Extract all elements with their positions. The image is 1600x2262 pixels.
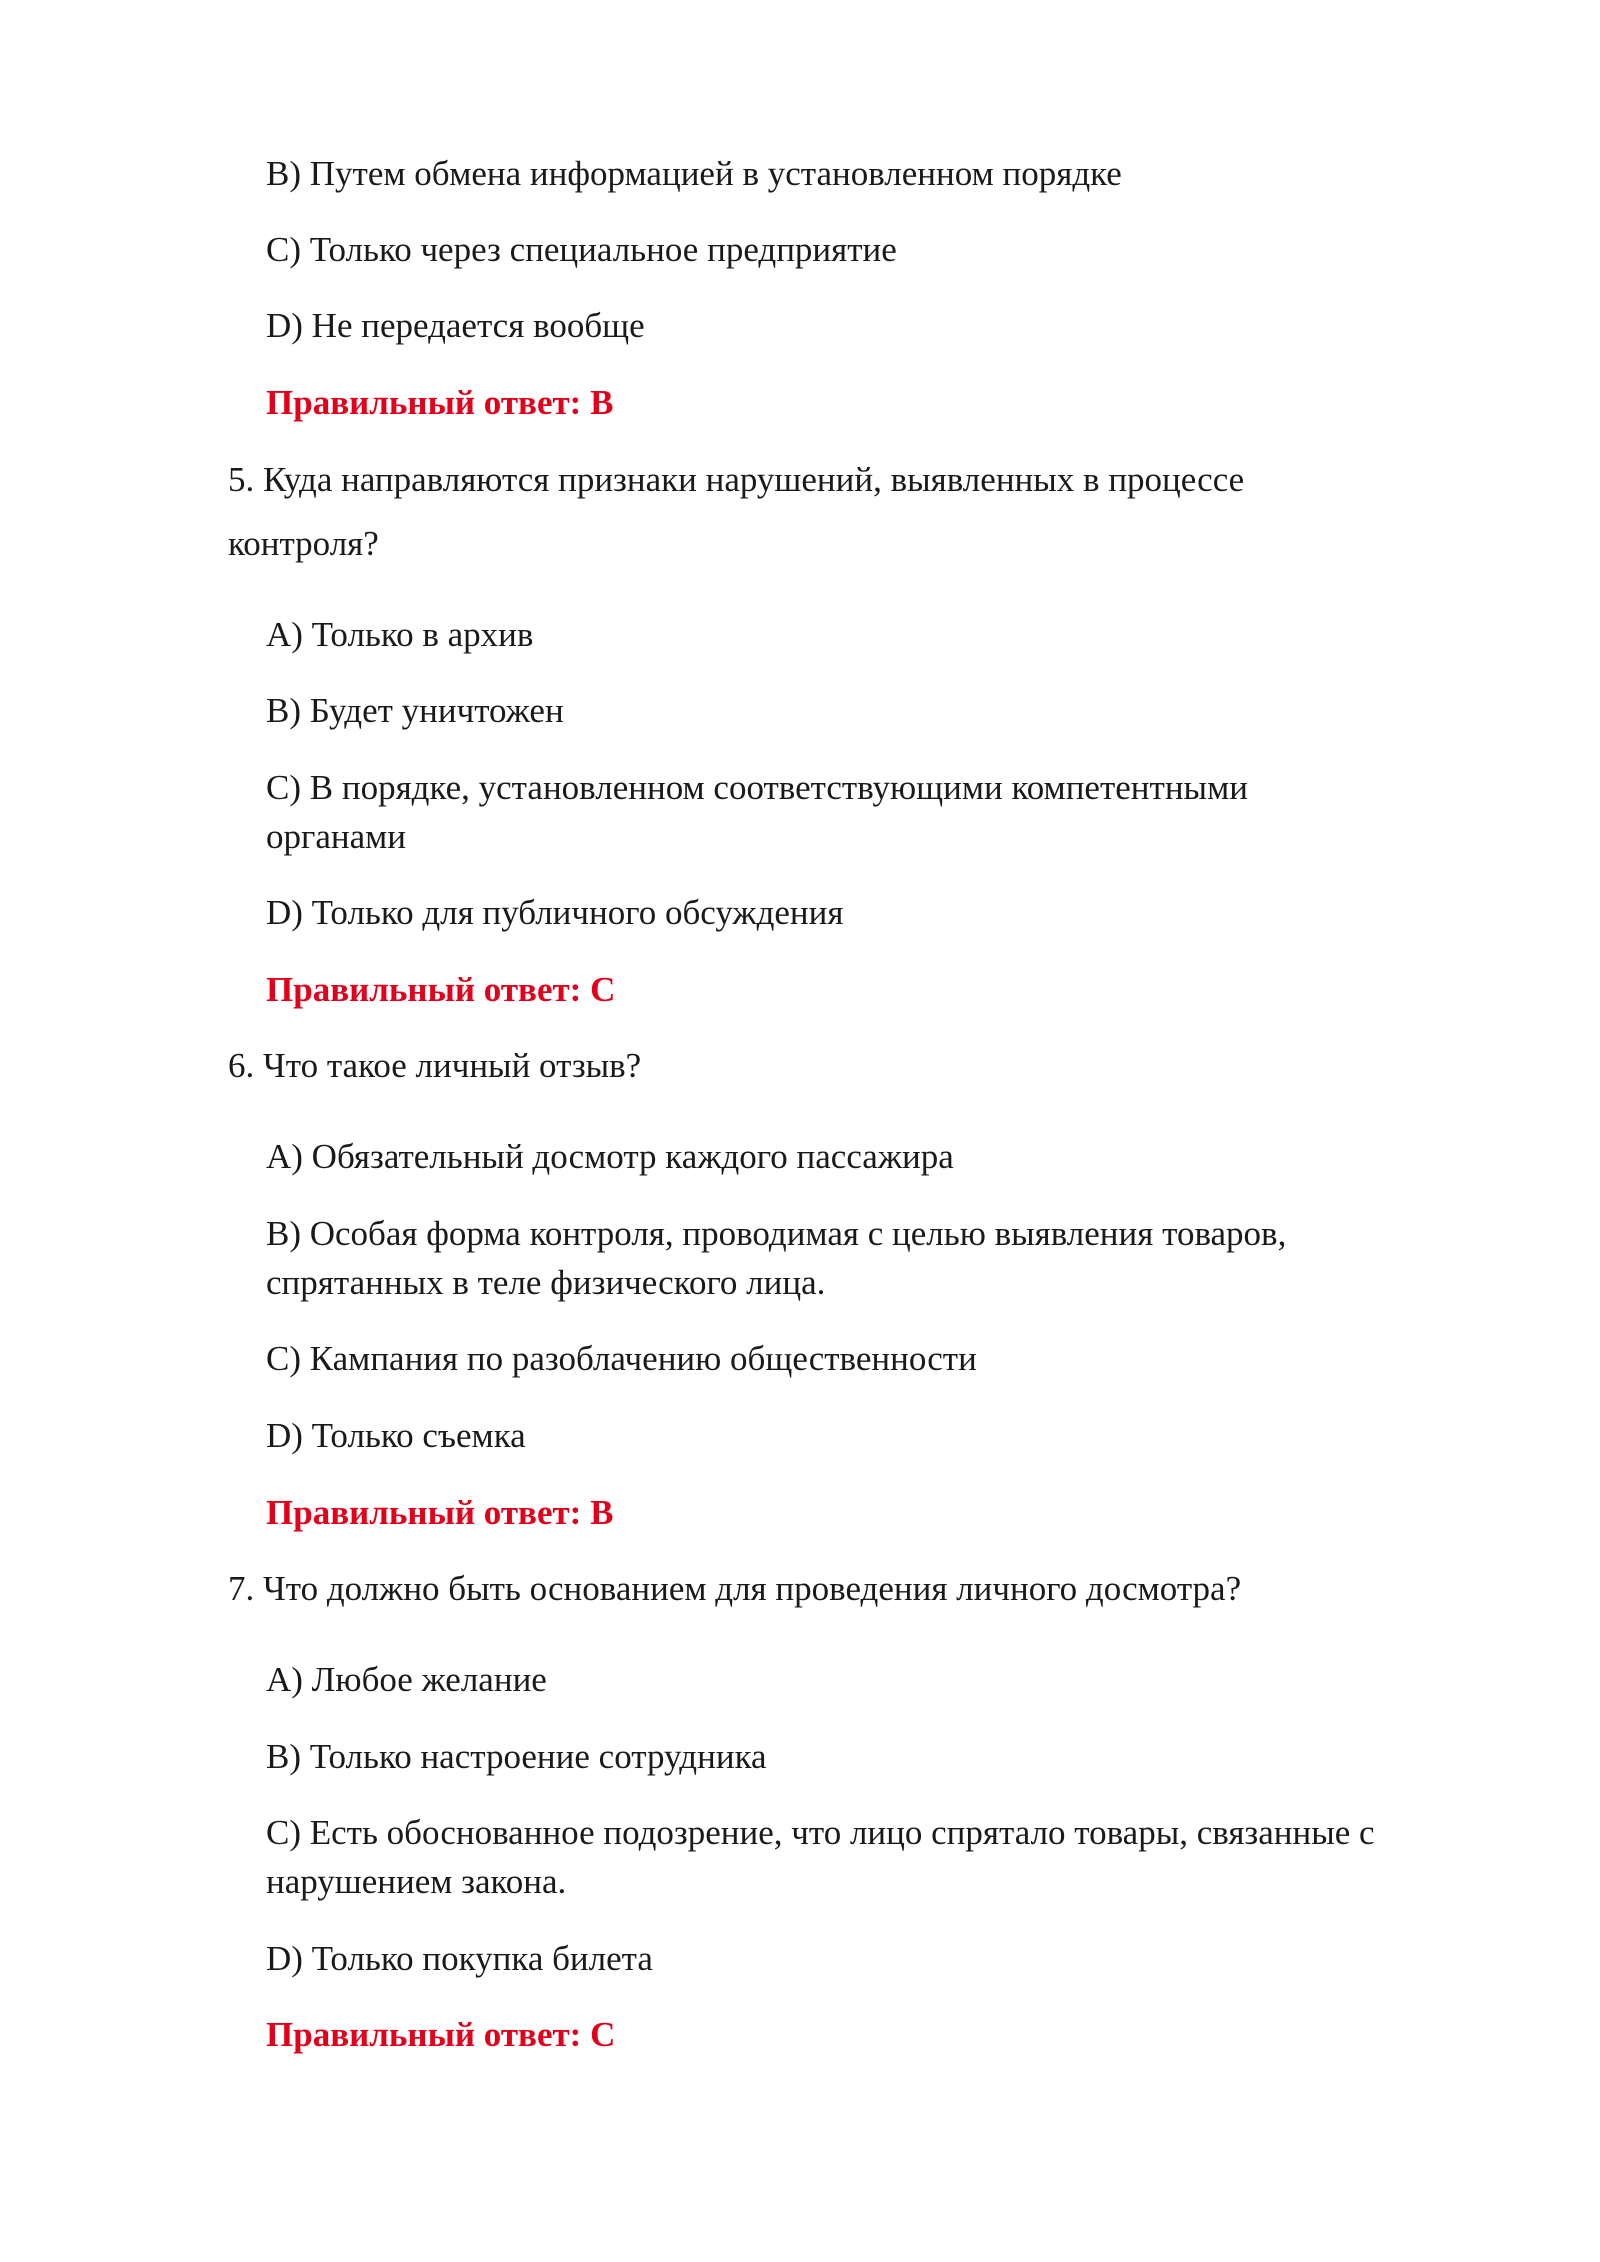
q4-option-b: B) Путем обмена информацией в установленном порядке <box>266 154 1122 193</box>
q7-question: 7. Что должно быть основанием для проведения личного досмотра? <box>228 1569 1242 1608</box>
q5-option-b: B) Будет уничтожен <box>266 691 564 730</box>
q5-option-d: D) Только для публичного обсуждения <box>266 893 844 932</box>
q7-option-c-line1: C) Есть обоснованное подозрение, что лицо спрятало товары, связанные с <box>266 1813 1375 1852</box>
q5-question-line2: контроля? <box>228 524 379 563</box>
q6-option-c: C) Кампания по разоблачению общественности <box>266 1339 977 1378</box>
q5-question-line1: 5. Куда направляются признаки нарушений, выявленных в процессе <box>228 460 1245 499</box>
q4-correct-answer: Правильный ответ: B <box>266 383 614 422</box>
q6-option-d: D) Только съемка <box>266 1416 526 1455</box>
q6-option-b-line1: B) Особая форма контроля, проводимая с целью выявления товаров, <box>266 1214 1287 1253</box>
q6-question: 6. Что такое личный отзыв? <box>228 1046 642 1085</box>
q6-option-a: A) Обязательный досмотр каждого пассажира <box>266 1137 954 1176</box>
q6-correct-answer: Правильный ответ: B <box>266 1493 614 1532</box>
q5-option-c-line2: органами <box>266 817 407 856</box>
q6-option-b-line2: спрятанных в теле физического лица. <box>266 1263 826 1302</box>
q7-option-d: D) Только покупка билета <box>266 1939 653 1978</box>
q7-option-c-line2: нарушением закона. <box>266 1862 567 1901</box>
q7-correct-answer: Правильный ответ: C <box>266 2015 616 2054</box>
q7-option-a: A) Любое желание <box>266 1660 547 1699</box>
q5-option-a: A) Только в архив <box>266 615 534 654</box>
q4-option-d: D) Не передается вообще <box>266 306 645 345</box>
q5-option-c-line1: C) В порядке, установленном соответствующими компетентными <box>266 768 1248 807</box>
q4-option-c: C) Только через специальное предприятие <box>266 230 897 269</box>
q7-option-b: B) Только настроение сотрудника <box>266 1737 767 1776</box>
q5-correct-answer: Правильный ответ: C <box>266 970 616 1009</box>
